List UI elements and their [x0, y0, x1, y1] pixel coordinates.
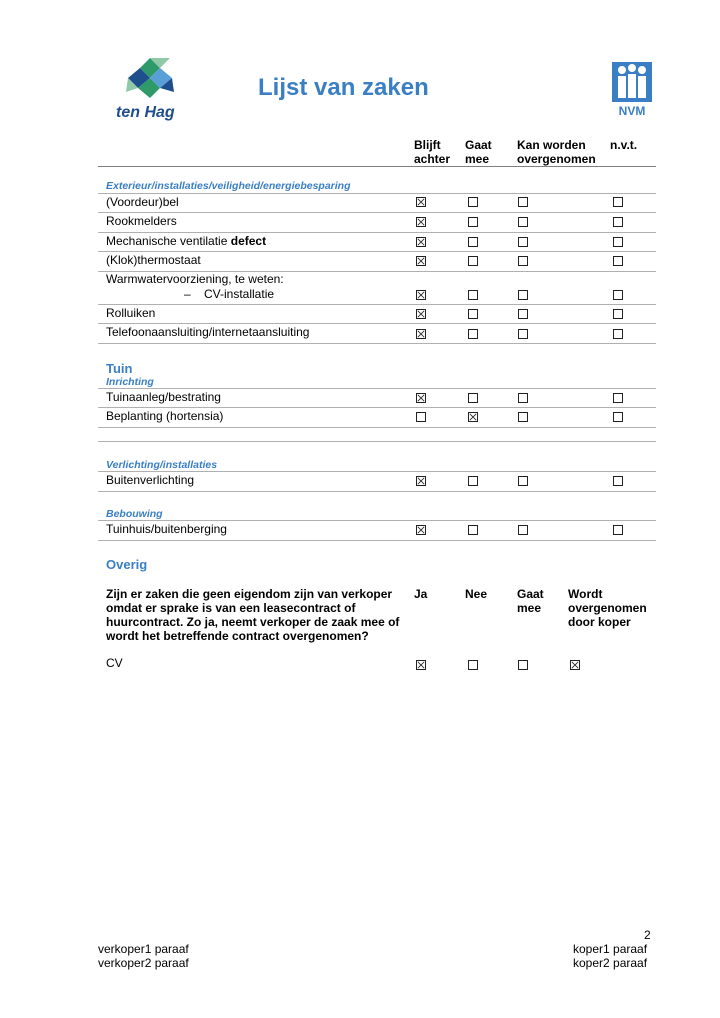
row-label-voordeurbel: (Voordeur)bel [106, 195, 179, 209]
row-label-cv: CV [106, 656, 123, 670]
checkbox-checked-buitenverlichting-0[interactable] [416, 476, 426, 486]
checkbox-thermostaat-3[interactable] [613, 256, 623, 266]
checkbox-cv-installatie-1[interactable] [468, 290, 478, 300]
divider [98, 427, 656, 428]
divider [98, 491, 656, 492]
checkbox-cv-installatie-3[interactable] [613, 290, 623, 300]
checkbox-beplanting-2[interactable] [518, 412, 528, 422]
lease-question: Zijn er zaken die geen eigendom zijn van verkoper omdat er sprake is van een leasecontract of huurcontract. Zo ja, neemt verkoper de zaak mee of wordt het betreffende contract overgenomen? [106, 587, 400, 643]
checkbox-thermostaat-1[interactable] [468, 256, 478, 266]
checkbox-rolluiken-3[interactable] [613, 309, 623, 319]
row-label-ventilatie [106, 234, 266, 248]
checkbox-rookmelders-3[interactable] [613, 217, 623, 227]
overig-col-nee: Nee [465, 587, 488, 601]
checkbox-ventilatie-3[interactable] [613, 237, 623, 247]
overig-col-gaat-mee: Gaat mee [517, 587, 544, 615]
checkbox-buitenverlichting-2[interactable] [518, 476, 528, 486]
divider [98, 323, 656, 324]
section-bebouwing: Bebouwing [106, 508, 163, 520]
checkbox-beplanting-0[interactable] [416, 412, 426, 422]
row-dash: – [184, 287, 191, 301]
footer-right: koper1 paraaf koper2 paraaf [573, 942, 648, 970]
checkbox-rolluiken-1[interactable] [468, 309, 478, 319]
checkbox-tuinaanleg-3[interactable] [613, 393, 623, 403]
row-label-buitenverlichting: Buitenverlichting [106, 473, 195, 487]
checkbox-telefoon-2[interactable] [518, 329, 528, 339]
checkbox-cv-2[interactable] [518, 660, 528, 670]
divider [98, 232, 656, 233]
section-overig: Overig [106, 557, 148, 572]
row-label-tuinhuis: Tuinhuis/buitenberging [106, 522, 227, 536]
checkbox-voordeurbel-1[interactable] [468, 197, 478, 207]
section-verlichting: Verlichting/installaties [106, 459, 218, 471]
checkbox-checked-rookmelders-0[interactable] [416, 217, 426, 227]
checkbox-ventilatie-2[interactable] [518, 237, 528, 247]
checkbox-cv-installatie-2[interactable] [518, 290, 528, 300]
row-label-rookmelders: Rookmelders [106, 214, 177, 228]
footer-left: verkoper1 paraaf verkoper2 paraaf [98, 942, 189, 970]
row-label-warmwater: Warmwatervoorziening, te weten: [106, 272, 284, 286]
checkbox-rolluiken-2[interactable] [518, 309, 528, 319]
col-header-kan-worden-overgenomen: Kan worden overgenomen [517, 138, 596, 166]
checkbox-checked-ventilatie-0[interactable] [416, 237, 426, 247]
checkbox-checked-telefoon-0[interactable] [416, 329, 426, 339]
checkbox-voordeurbel-2[interactable] [518, 197, 528, 207]
row-label-beplanting: Beplanting (hortensia) [106, 409, 224, 423]
row-label-ventilatie-text: Mechanische ventilatie [106, 234, 231, 248]
ten-hag-logo-text: ten Hag [116, 104, 175, 121]
divider [98, 212, 656, 213]
page-title: Lijst van zaken [258, 74, 429, 101]
checkbox-beplanting-3[interactable] [613, 412, 623, 422]
col-header-nvt: n.v.t. [610, 138, 638, 152]
nvm-logo-text: NVM [618, 104, 646, 118]
checkbox-checked-rolluiken-0[interactable] [416, 309, 426, 319]
checkbox-checked-tuinhuis-0[interactable] [416, 525, 426, 535]
checkbox-buitenverlichting-1[interactable] [468, 476, 478, 486]
divider [98, 166, 656, 167]
checkbox-checked-cv-0[interactable] [416, 660, 426, 670]
checkbox-telefoon-3[interactable] [613, 329, 623, 339]
divider [98, 388, 656, 389]
checkbox-tuinaanleg-1[interactable] [468, 393, 478, 403]
page-number: 2 [644, 928, 651, 942]
checkbox-checked-beplanting-1[interactable] [468, 412, 478, 422]
col-header-blijft-achter: Blijft achter [414, 138, 451, 166]
checkbox-checked-voordeurbel-0[interactable] [416, 197, 426, 207]
row-label-telefoon: Telefoonaansluiting/internetaansluiting [106, 325, 310, 339]
section-exterieur: Exterieur/installaties/veiligheid/energiebesparing [106, 180, 351, 192]
divider [98, 441, 656, 442]
row-label-thermostaat: (Klok)thermostaat [106, 253, 201, 267]
checkbox-checked-cv-3[interactable] [570, 660, 580, 670]
checkbox-checked-cv-installatie-0[interactable] [416, 290, 426, 300]
divider [98, 471, 656, 472]
nvm-logo [612, 62, 652, 120]
checkbox-checked-tuinaanleg-0[interactable] [416, 393, 426, 403]
overig-col-ja: Ja [414, 587, 428, 601]
checkbox-voordeurbel-3[interactable] [613, 197, 623, 207]
divider [98, 193, 656, 194]
checkbox-checked-thermostaat-0[interactable] [416, 256, 426, 266]
checkbox-rookmelders-2[interactable] [518, 217, 528, 227]
row-label-tuinaanleg: Tuinaanleg/bestrating [106, 390, 221, 404]
overig-col-wordt-overgenomen: Wordt overgenomen door koper [568, 587, 647, 629]
divider [98, 540, 656, 541]
divider [98, 304, 656, 305]
checkbox-telefoon-1[interactable] [468, 329, 478, 339]
divider [98, 343, 656, 344]
checkbox-thermostaat-2[interactable] [518, 256, 528, 266]
row-label-cv-installatie: CV-installatie [204, 287, 275, 301]
checkbox-buitenverlichting-3[interactable] [613, 476, 623, 486]
row-label-ventilatie-bold: defect [230, 234, 267, 248]
checkbox-ventilatie-1[interactable] [468, 237, 478, 247]
section-tuin: Tuin [106, 361, 133, 376]
checkbox-tuinhuis-2[interactable] [518, 525, 528, 535]
checkbox-cv-1[interactable] [468, 660, 478, 670]
checkbox-tuinhuis-1[interactable] [468, 525, 478, 535]
row-label-rolluiken: Rolluiken [106, 306, 156, 320]
checkbox-tuinaanleg-2[interactable] [518, 393, 528, 403]
divider [98, 520, 656, 521]
divider [98, 251, 656, 252]
checkbox-rookmelders-1[interactable] [468, 217, 478, 227]
checkbox-tuinhuis-3[interactable] [613, 525, 623, 535]
section-inrichting: Inrichting [106, 376, 154, 388]
divider [98, 407, 656, 408]
col-header-gaat-mee: Gaat mee [465, 138, 492, 166]
